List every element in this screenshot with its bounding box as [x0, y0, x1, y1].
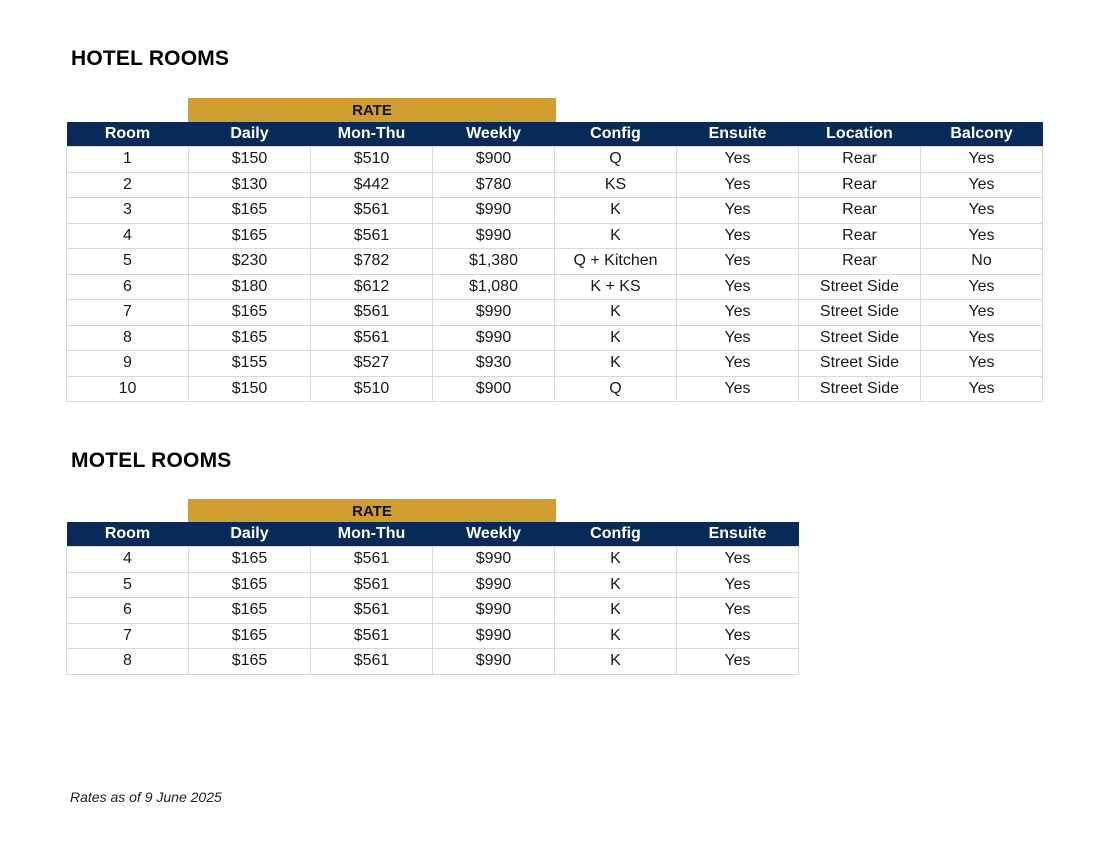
hotel-cell-daily: $230: [189, 249, 311, 275]
hotel-cell-config: Q + Kitchen: [555, 249, 677, 275]
hotel-cell-ensuite: Yes: [677, 325, 799, 351]
hotel-cell-balcony: Yes: [921, 325, 1043, 351]
hotel-cell-location: Rear: [799, 223, 921, 249]
motel-rooms-table: [66, 522, 799, 675]
hotel-header-weekly: Weekly: [433, 122, 555, 147]
hotel-rooms-table: [66, 122, 1043, 402]
hotel-rate-band: RATE: [188, 98, 556, 122]
hotel-cell-room: 1: [67, 147, 189, 173]
hotel-cell-daily: $150: [189, 147, 311, 173]
hotel-cell-ensuite: Yes: [677, 300, 799, 326]
hotel-cell-room: 3: [67, 198, 189, 224]
hotel-header-ensuite: Ensuite: [677, 122, 799, 147]
hotel-cell-balcony: Yes: [921, 376, 1043, 402]
hotel-cell-weekly: $990: [433, 223, 555, 249]
table-row: [67, 172, 1043, 198]
motel-cell-ensuite: Yes: [677, 572, 799, 598]
hotel-cell-weekly: $1,080: [433, 274, 555, 300]
hotel-cell-mon-thu: $442: [311, 172, 433, 198]
hotel-cell-location: Street Side: [799, 376, 921, 402]
table-row: [67, 598, 799, 624]
table-row: [67, 223, 1043, 249]
motel-rooms-title: MOTEL ROOMS: [71, 449, 232, 472]
motel-cell-room: 4: [67, 547, 189, 573]
motel-cell-mon-thu: $561: [311, 623, 433, 649]
rates-footnote: Rates as of 9 June 2025: [70, 789, 222, 805]
table-row: [67, 198, 1043, 224]
hotel-cell-config: K: [555, 325, 677, 351]
hotel-cell-mon-thu: $510: [311, 376, 433, 402]
hotel-cell-location: Street Side: [799, 351, 921, 377]
hotel-cell-ensuite: Yes: [677, 351, 799, 377]
hotel-header-location: Location: [799, 122, 921, 147]
motel-header-ensuite: Ensuite: [677, 522, 799, 547]
motel-cell-room: 5: [67, 572, 189, 598]
hotel-cell-location: Rear: [799, 147, 921, 173]
table-row: [67, 300, 1043, 326]
hotel-cell-daily: $165: [189, 300, 311, 326]
hotel-cell-room: 2: [67, 172, 189, 198]
hotel-cell-location: Street Side: [799, 274, 921, 300]
hotel-cell-room: 10: [67, 376, 189, 402]
motel-cell-weekly: $990: [433, 572, 555, 598]
table-row: [67, 147, 1043, 173]
hotel-cell-ensuite: Yes: [677, 147, 799, 173]
table-row: [67, 249, 1043, 275]
motel-cell-ensuite: Yes: [677, 598, 799, 624]
hotel-cell-room: 6: [67, 274, 189, 300]
motel-header-row: [67, 522, 799, 547]
hotel-cell-config: K: [555, 300, 677, 326]
hotel-cell-weekly: $900: [433, 376, 555, 402]
hotel-header-mon-thu: Mon-Thu: [311, 122, 433, 147]
hotel-header-balcony: Balcony: [921, 122, 1043, 147]
motel-cell-room: 8: [67, 649, 189, 675]
hotel-cell-daily: $150: [189, 376, 311, 402]
motel-cell-daily: $165: [189, 572, 311, 598]
motel-cell-room: 7: [67, 623, 189, 649]
hotel-cell-weekly: $990: [433, 325, 555, 351]
hotel-cell-balcony: Yes: [921, 274, 1043, 300]
hotel-cell-config: Q: [555, 376, 677, 402]
motel-cell-weekly: $990: [433, 547, 555, 573]
table-row: [67, 623, 799, 649]
hotel-cell-ensuite: Yes: [677, 249, 799, 275]
hotel-cell-balcony: Yes: [921, 351, 1043, 377]
motel-cell-weekly: $990: [433, 649, 555, 675]
hotel-cell-daily: $165: [189, 325, 311, 351]
motel-cell-weekly: $990: [433, 623, 555, 649]
table-row: [67, 547, 799, 573]
hotel-rooms-title: HOTEL ROOMS: [71, 47, 230, 70]
hotel-cell-mon-thu: $561: [311, 325, 433, 351]
hotel-cell-daily: $180: [189, 274, 311, 300]
motel-cell-config: K: [555, 649, 677, 675]
table-row: [67, 649, 799, 675]
motel-header-mon-thu: Mon-Thu: [311, 522, 433, 547]
motel-cell-config: K: [555, 572, 677, 598]
hotel-cell-location: Rear: [799, 172, 921, 198]
motel-cell-mon-thu: $561: [311, 598, 433, 624]
hotel-cell-ensuite: Yes: [677, 274, 799, 300]
hotel-cell-weekly: $990: [433, 198, 555, 224]
hotel-cell-ensuite: Yes: [677, 223, 799, 249]
hotel-cell-balcony: No: [921, 249, 1043, 275]
hotel-cell-location: Rear: [799, 249, 921, 275]
motel-header-config: Config: [555, 522, 677, 547]
hotel-header-config: Config: [555, 122, 677, 147]
table-row: [67, 572, 799, 598]
hotel-cell-balcony: Yes: [921, 300, 1043, 326]
hotel-cell-room: 5: [67, 249, 189, 275]
motel-header-daily: Daily: [189, 522, 311, 547]
hotel-cell-weekly: $900: [433, 147, 555, 173]
hotel-cell-config: K: [555, 351, 677, 377]
hotel-cell-balcony: Yes: [921, 223, 1043, 249]
hotel-cell-ensuite: Yes: [677, 376, 799, 402]
motel-cell-daily: $165: [189, 598, 311, 624]
motel-cell-weekly: $990: [433, 598, 555, 624]
hotel-cell-config: KS: [555, 172, 677, 198]
hotel-cell-mon-thu: $561: [311, 300, 433, 326]
hotel-cell-room: 7: [67, 300, 189, 326]
hotel-cell-mon-thu: $561: [311, 223, 433, 249]
hotel-cell-room: 4: [67, 223, 189, 249]
motel-cell-mon-thu: $561: [311, 572, 433, 598]
hotel-cell-balcony: Yes: [921, 198, 1043, 224]
hotel-cell-location: Street Side: [799, 325, 921, 351]
hotel-cell-mon-thu: $527: [311, 351, 433, 377]
motel-cell-mon-thu: $561: [311, 547, 433, 573]
hotel-cell-balcony: Yes: [921, 172, 1043, 198]
hotel-cell-room: 9: [67, 351, 189, 377]
hotel-cell-daily: $155: [189, 351, 311, 377]
motel-cell-daily: $165: [189, 623, 311, 649]
hotel-cell-weekly: $780: [433, 172, 555, 198]
table-row: [67, 274, 1043, 300]
motel-cell-daily: $165: [189, 547, 311, 573]
hotel-cell-weekly: $1,380: [433, 249, 555, 275]
hotel-header-room: Room: [67, 122, 189, 147]
hotel-header-daily: Daily: [189, 122, 311, 147]
hotel-cell-balcony: Yes: [921, 147, 1043, 173]
motel-cell-mon-thu: $561: [311, 649, 433, 675]
motel-header-room: Room: [67, 522, 189, 547]
motel-cell-daily: $165: [189, 649, 311, 675]
motel-cell-ensuite: Yes: [677, 649, 799, 675]
hotel-cell-config: Q: [555, 147, 677, 173]
hotel-cell-mon-thu: $561: [311, 198, 433, 224]
hotel-cell-weekly: $930: [433, 351, 555, 377]
hotel-cell-daily: $165: [189, 223, 311, 249]
hotel-cell-ensuite: Yes: [677, 172, 799, 198]
motel-cell-config: K: [555, 547, 677, 573]
hotel-cell-config: K: [555, 223, 677, 249]
hotel-cell-mon-thu: $782: [311, 249, 433, 275]
motel-cell-room: 6: [67, 598, 189, 624]
motel-cell-ensuite: Yes: [677, 547, 799, 573]
hotel-cell-config: K: [555, 198, 677, 224]
hotel-header-row: [67, 122, 1043, 147]
motel-cell-config: K: [555, 598, 677, 624]
motel-rate-band: RATE: [188, 499, 556, 523]
hotel-cell-ensuite: Yes: [677, 198, 799, 224]
motel-cell-ensuite: Yes: [677, 623, 799, 649]
motel-cell-config: K: [555, 623, 677, 649]
hotel-cell-config: K + KS: [555, 274, 677, 300]
motel-header-weekly: Weekly: [433, 522, 555, 547]
hotel-cell-daily: $130: [189, 172, 311, 198]
table-row: [67, 325, 1043, 351]
hotel-cell-location: Rear: [799, 198, 921, 224]
hotel-cell-mon-thu: $510: [311, 147, 433, 173]
hotel-cell-room: 8: [67, 325, 189, 351]
hotel-cell-weekly: $990: [433, 300, 555, 326]
hotel-cell-mon-thu: $612: [311, 274, 433, 300]
table-row: [67, 376, 1043, 402]
hotel-cell-daily: $165: [189, 198, 311, 224]
hotel-cell-location: Street Side: [799, 300, 921, 326]
table-row: [67, 351, 1043, 377]
